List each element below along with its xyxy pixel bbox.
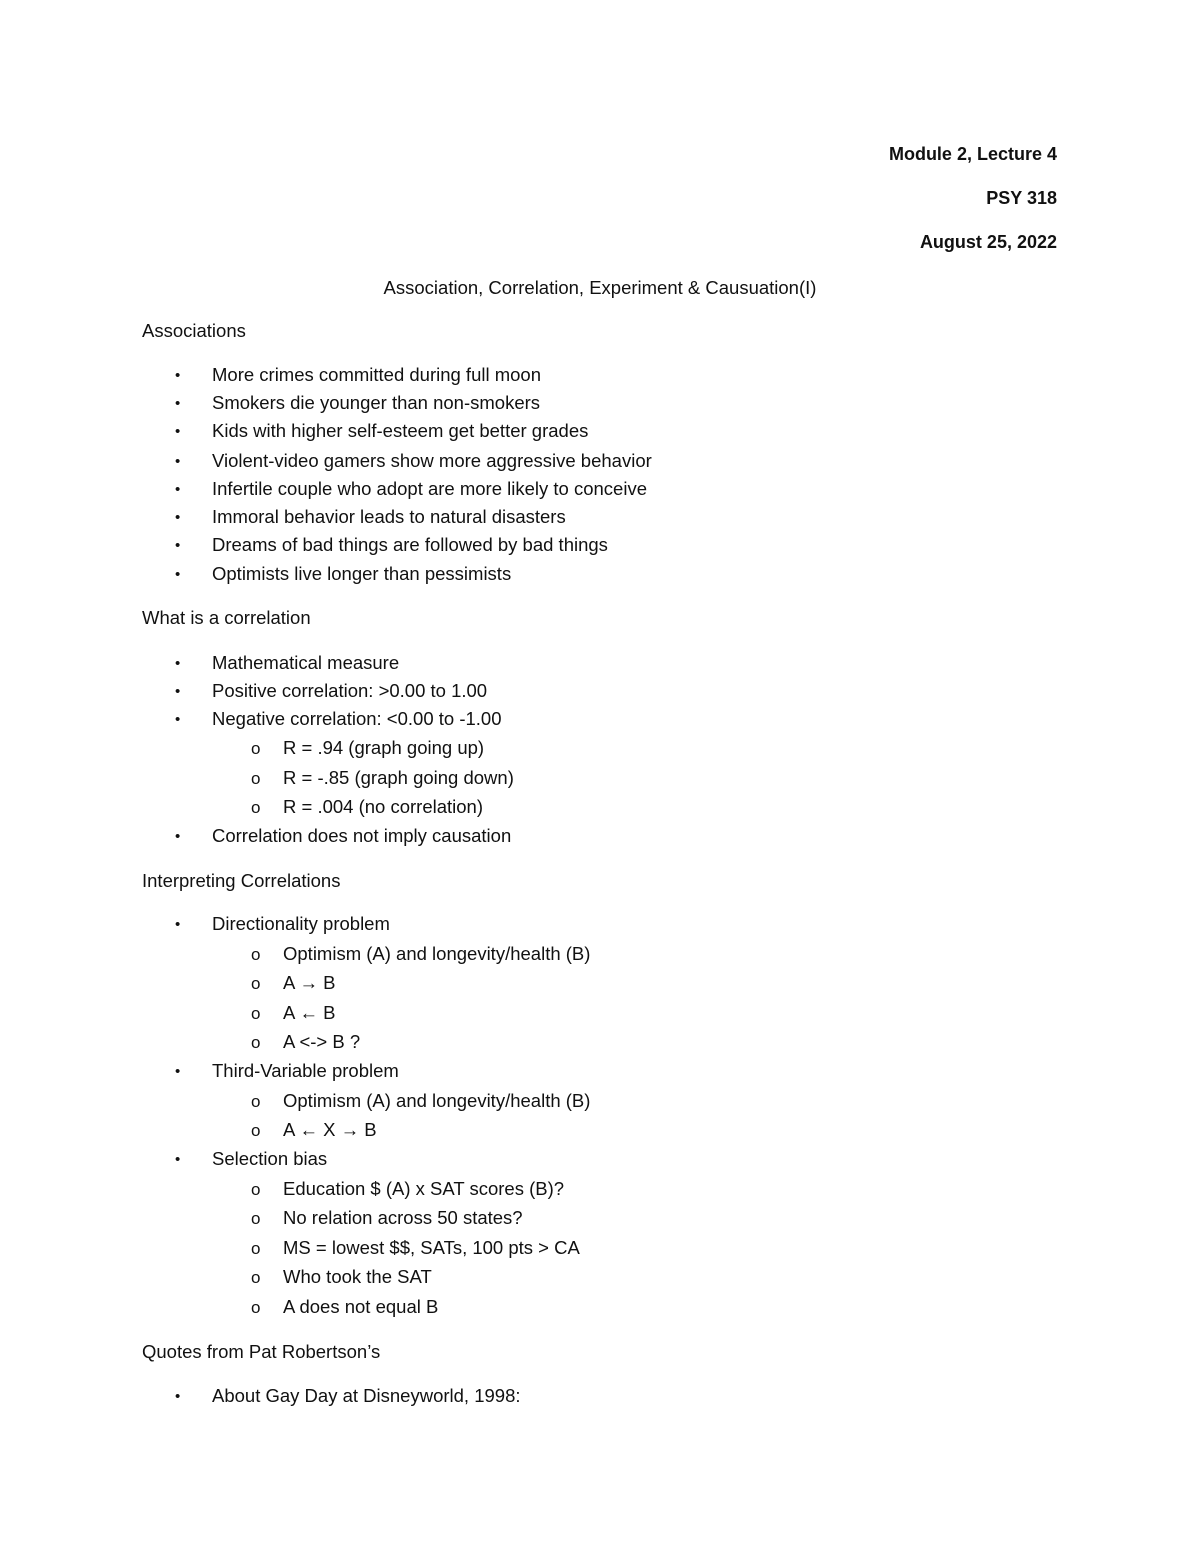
- bullet-marker: •: [175, 655, 181, 672]
- bullet-marker: •: [175, 1151, 181, 1168]
- list-item: Optimists live longer than pessimists: [212, 563, 512, 584]
- sub-bullet-marker: o: [251, 739, 261, 758]
- sub-bullet-marker: o: [251, 798, 261, 817]
- bullet-marker: •: [175, 423, 181, 440]
- sub-bullet-marker: o: [251, 1298, 261, 1317]
- sub-bullet-marker: o: [251, 1209, 261, 1228]
- sub-list-item: Education $ (A) x SAT scores (B)?: [283, 1178, 565, 1199]
- bullet-marker: •: [175, 395, 181, 412]
- list-item: Negative correlation: <0.00 to -1.00: [212, 708, 502, 729]
- sub-list-item: A ← X → B: [283, 1119, 377, 1140]
- bullet-marker: •: [175, 711, 181, 728]
- section-heading-quotes: Quotes from Pat Robertson’s: [142, 1341, 381, 1362]
- course-code: PSY 318: [986, 188, 1057, 208]
- sub-list-item: R = .94 (graph going up): [283, 737, 485, 758]
- list-item: Correlation does not imply causation: [212, 825, 512, 846]
- sub-list-item: Who took the SAT: [283, 1266, 432, 1287]
- sub-list-item: A ← B: [283, 1002, 336, 1023]
- list-item: Third-Variable problem: [212, 1060, 399, 1081]
- bullet-marker: •: [175, 1063, 181, 1080]
- section-heading-interpreting: Interpreting Correlations: [142, 870, 341, 891]
- section-heading-correlation: What is a correlation: [142, 607, 311, 628]
- bullet-marker: •: [175, 566, 181, 583]
- module-lecture-label: Module 2, Lecture 4: [888, 144, 1057, 164]
- bullet-marker: •: [175, 509, 181, 526]
- sub-list-item: R = -.85 (graph going down): [283, 767, 514, 788]
- list-item: About Gay Day at Disneyworld, 1998:: [212, 1385, 521, 1406]
- section-heading-associations: Associations: [142, 320, 246, 341]
- sub-bullet-marker: o: [251, 1092, 261, 1111]
- sub-bullet-marker: o: [251, 1121, 261, 1140]
- document-title: Association, Correlation, Experiment & Causuation(I): [383, 277, 817, 298]
- sub-bullet-marker: o: [251, 1180, 261, 1199]
- bullet-marker: •: [175, 828, 181, 845]
- list-item: Smokers die younger than non-smokers: [212, 392, 541, 413]
- sub-bullet-marker: o: [251, 945, 261, 964]
- bullet-marker: •: [175, 537, 181, 554]
- list-item: Directionality problem: [212, 913, 390, 934]
- list-item: More crimes committed during full moon: [212, 364, 541, 385]
- sub-bullet-marker: o: [251, 1268, 261, 1287]
- sub-bullet-marker: o: [251, 1033, 261, 1052]
- list-item: Violent-video gamers show more aggressive behavior: [212, 450, 652, 471]
- sub-bullet-marker: o: [251, 769, 261, 788]
- bullet-marker: •: [175, 683, 181, 700]
- sub-list-item: No relation across 50 states?: [283, 1207, 523, 1228]
- sub-bullet-marker: o: [251, 1004, 261, 1023]
- bullet-marker: •: [175, 367, 181, 384]
- sub-list-item: Optimism (A) and longevity/health (B): [283, 1090, 591, 1111]
- sub-bullet-marker: o: [251, 1239, 261, 1258]
- sub-list-item: A <-> B ?: [283, 1031, 361, 1052]
- bullet-marker: •: [175, 481, 181, 498]
- sub-list-item: Optimism (A) and longevity/health (B): [283, 943, 591, 964]
- list-item: Positive correlation: >0.00 to 1.00: [212, 680, 488, 701]
- lecture-date: August 25, 2022: [919, 232, 1057, 252]
- list-item: Mathematical measure: [212, 652, 400, 673]
- list-item: Infertile couple who adopt are more likely to conceive: [212, 478, 647, 499]
- sub-list-item: A does not equal B: [283, 1296, 439, 1317]
- bullet-marker: •: [175, 1388, 181, 1405]
- bullet-marker: •: [175, 916, 181, 933]
- list-item: Dreams of bad things are followed by bad things: [212, 534, 608, 555]
- sub-list-item: MS = lowest $$, SATs, 100 pts > CA: [283, 1237, 580, 1258]
- list-item: Kids with higher self-esteem get better grades: [212, 420, 589, 441]
- sub-bullet-marker: o: [251, 974, 261, 993]
- sub-list-item: R = .004 (no correlation): [283, 796, 484, 817]
- list-item: Immoral behavior leads to natural disasters: [212, 506, 566, 527]
- list-item: Selection bias: [212, 1148, 328, 1169]
- bullet-marker: •: [175, 453, 181, 470]
- sub-list-item: A → B: [283, 972, 336, 993]
